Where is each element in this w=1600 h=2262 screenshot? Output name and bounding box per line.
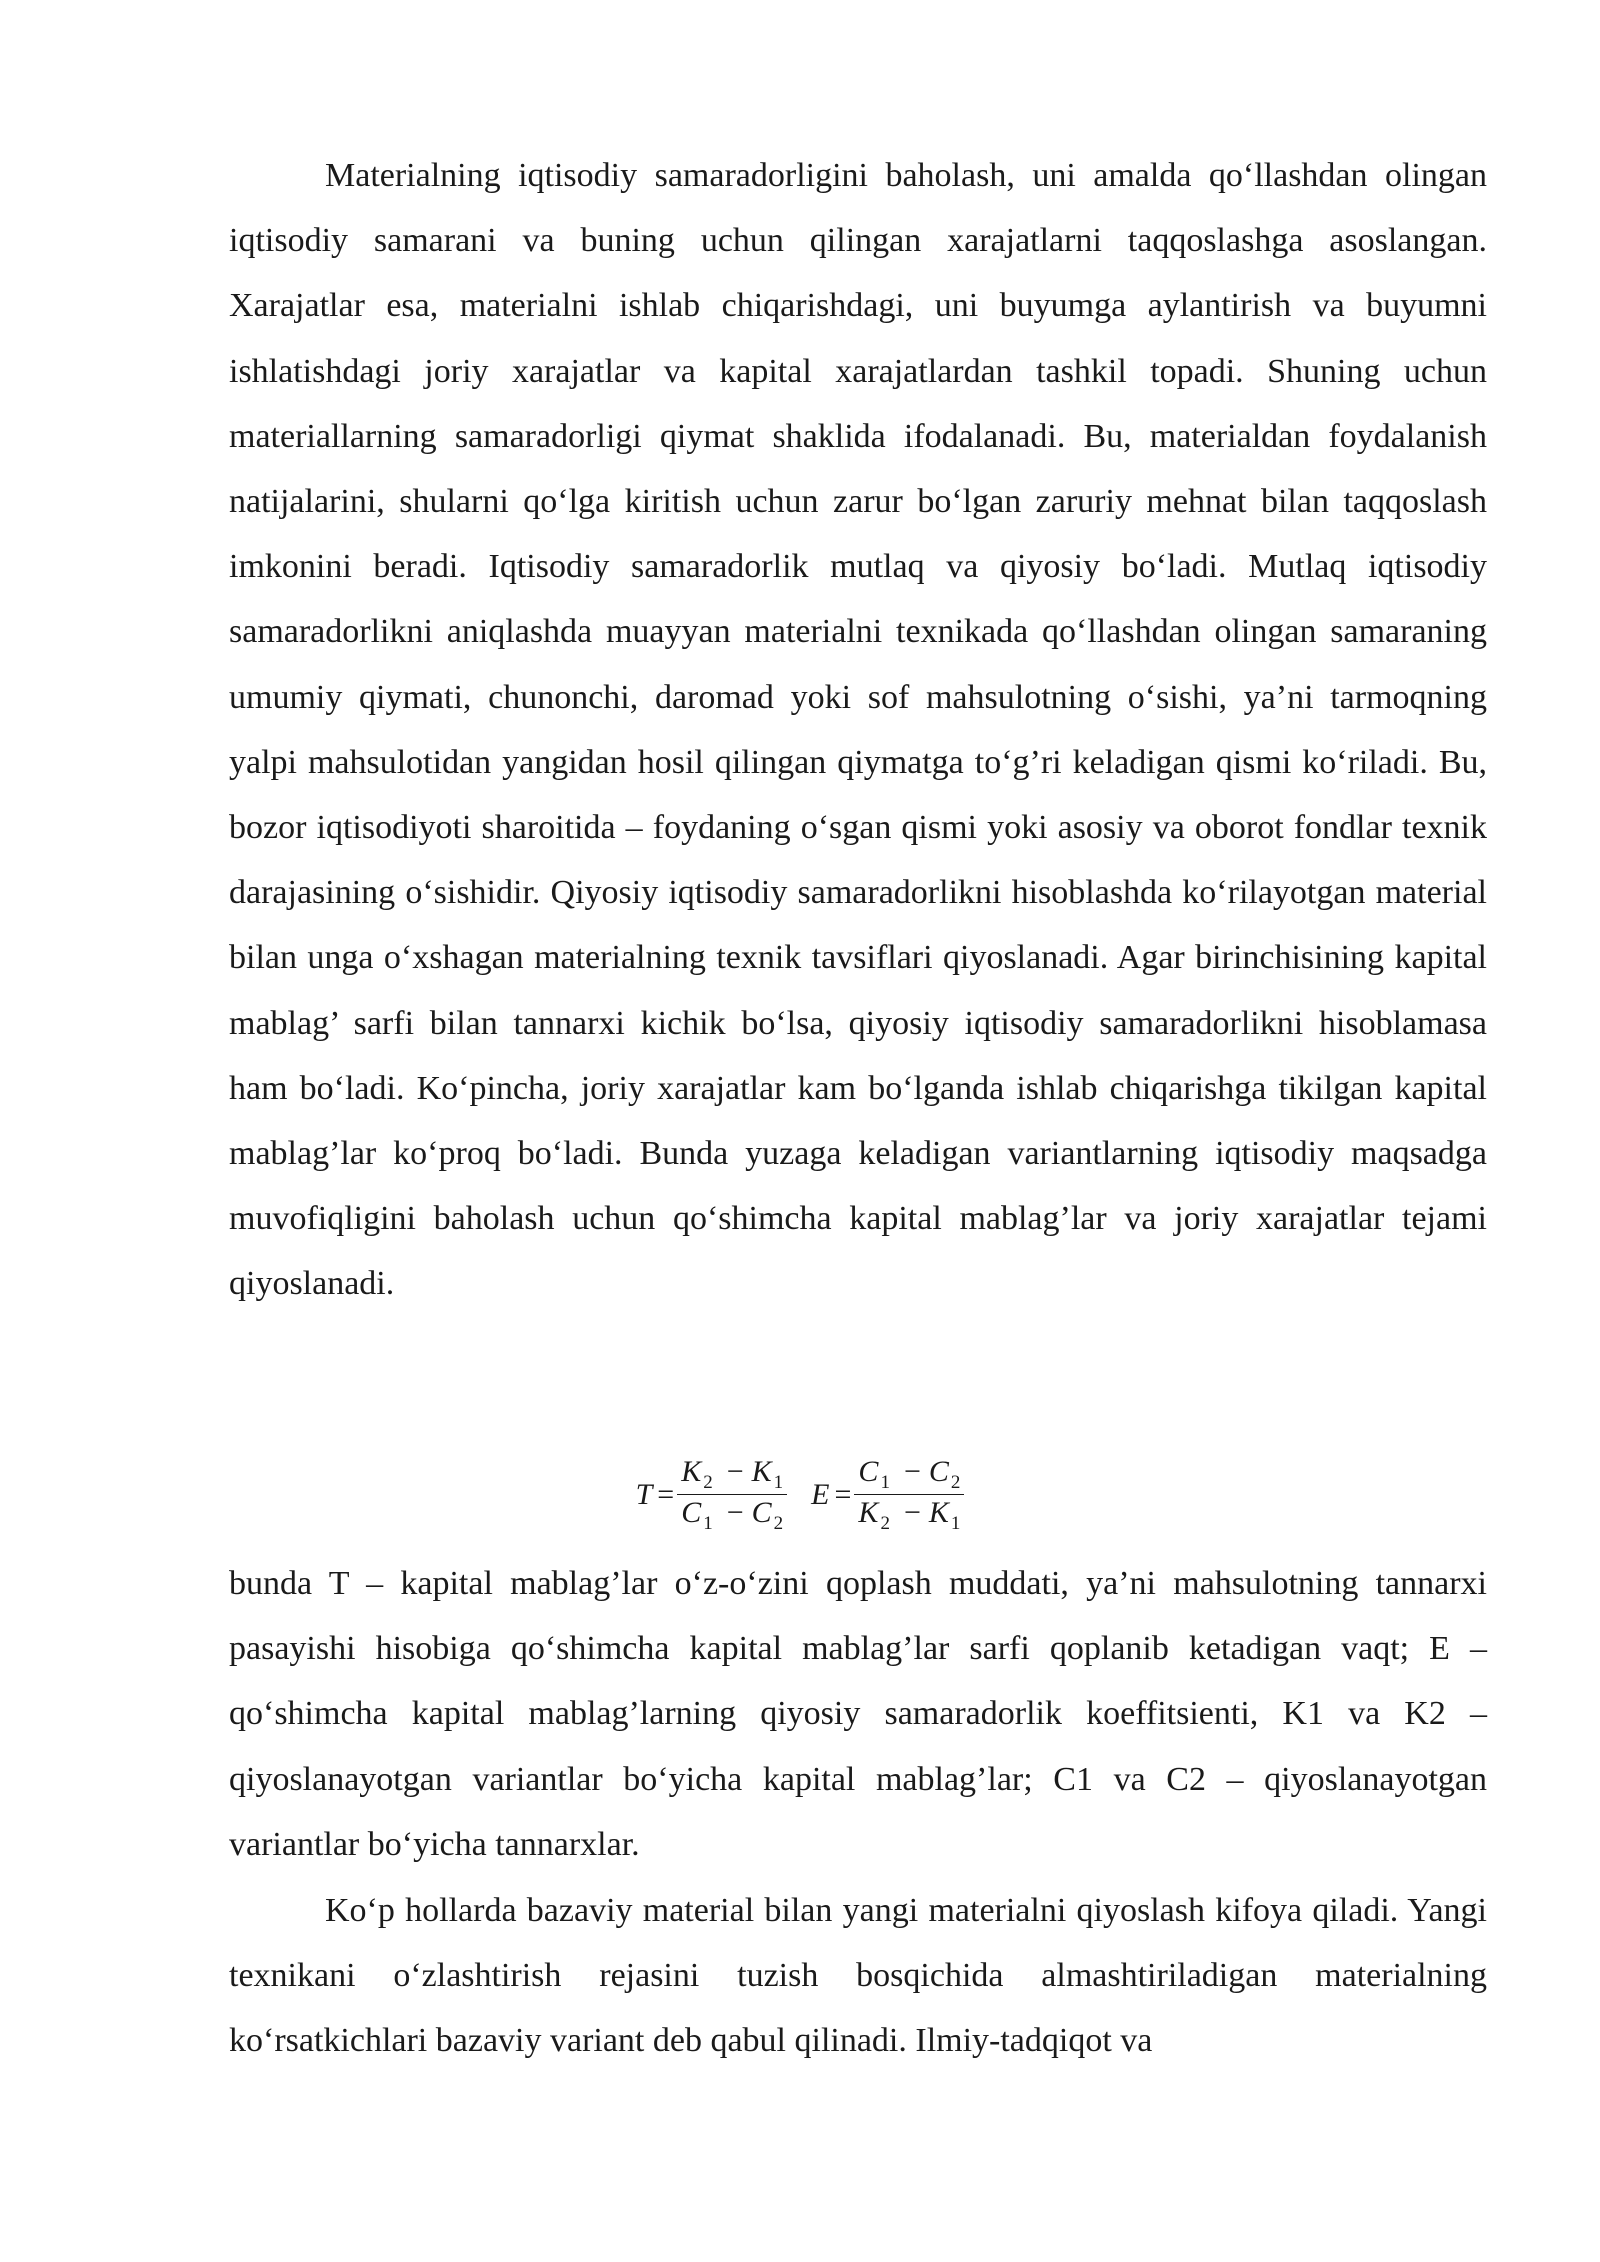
var: C bbox=[928, 1455, 949, 1488]
var: K bbox=[681, 1455, 702, 1488]
minus-sign: − bbox=[726, 1496, 744, 1529]
paragraph-definitions: bunda T – kapital mablag’lar o‘z-o‘zini qoplash muddati, ya’ni mahsulotning tannarxi pasayishi hisobiga qo‘shimcha kapital mablag’lar sarfi qoplanib ketadigan vaqt; E – qo‘shimcha kapital mablag’larning qiyosiy samaradorlik koeffitsienti, K1 va K2 – qiyoslanayotgan variantlar bo‘yicha kapital mablag’lar; C1 va C2 – qiyoslanayotgan variantlar bo‘yicha tannarxlar. bbox=[229, 1565, 1487, 1863]
paragraph-comparison: Ko‘p hollarda bazaviy material bilan yangi materialni qiyoslash kifoya qiladi. Yangi texnikani o‘zlashtirish rejasini tuzish bosqichida almashtiriladigan materialning ko‘rsatkichlari bazaviy variant deb qabul qilinadi. Ilmiy-tadqiqot va bbox=[229, 1892, 1487, 2060]
subscript: 2 bbox=[773, 1513, 784, 1534]
formula-lhs-T: T bbox=[635, 1477, 653, 1511]
subscript: 1 bbox=[773, 1472, 784, 1493]
minus-sign: − bbox=[903, 1455, 921, 1488]
formula-block bbox=[0, 1454, 1600, 1535]
fraction bbox=[677, 1454, 787, 1535]
minus-sign: − bbox=[726, 1455, 744, 1488]
formula-efficiency-coefficient bbox=[811, 1454, 964, 1535]
subscript: 1 bbox=[703, 1513, 713, 1534]
subscript: 2 bbox=[703, 1472, 713, 1493]
minus-sign: − bbox=[903, 1496, 921, 1529]
var: K bbox=[928, 1496, 949, 1529]
equals-sign: = bbox=[834, 1477, 852, 1511]
var: C bbox=[751, 1496, 772, 1529]
fraction-numerator bbox=[854, 1454, 964, 1495]
formula-lhs-E: E bbox=[811, 1477, 830, 1511]
formula-payback-period bbox=[636, 1454, 788, 1535]
var: C bbox=[858, 1455, 879, 1488]
var: C bbox=[681, 1496, 702, 1529]
fraction-numerator bbox=[677, 1454, 787, 1495]
var: K bbox=[751, 1455, 772, 1488]
subscript: 2 bbox=[880, 1513, 890, 1534]
paragraph-intro: Materialning iqtisodiy samaradorligini baholash, uni amalda qo‘llashdan olingan iqtisodiy samarani va buning uchun qilingan xarajatlarni taqqoslashga asoslangan. Xarajatlar esa, materialni ishlab chiqarishdagi, uni buyumga aylantirish va buyumni ishlatishdagi joriy xarajatlar va kapital xarajatlardan tashkil topadi. Shuning uchun materiallarning samaradorligi qiymat shaklida ifodalanadi. Bu, materialdan foydalanish natijalarini, shularni qo‘lga kiritish uchun zarur bo‘lgan zaruriy mehnat bilan taqqoslash imkonini beradi. Iqtisodiy samaradorlik mutlaq va qiyosiy bo‘ladi. Mutlaq iqtisodiy samaradorlikni aniqlashda muayyan materialni texnikada qo‘llashdan olingan samaraning umumiy qiymati, chunonchi, daromad yoki sof mahsulotning o‘sishi, ya’ni tarmoqning yalpi mahsulotidan yangidan hosil qilingan qiymatga to‘g’ri keladigan qismi ko‘riladi. Bu, bozor iqtisodiyoti sharoitida – foydaning o‘sgan qismi yoki asosiy va oborot fondlar texnik darajasining o‘sishidir. Qiyosiy iqtisodiy samaradorlikni hisoblashda ko‘rilayotgan material bilan unga o‘xshagan materialning texnik tavsiflari qiyoslanadi. Agar birinchisining kapital mablag’ sarfi bilan tannarxi kichik bo‘lsa, qiyosiy iqtisodiy samaradorlikni hisoblamasa ham bo‘ladi. Ko‘pincha, joriy xarajatlar kam bo‘lganda ishlab chiqarishga tikilgan kapital mablag’lar ko‘proq bo‘ladi. Bunda yuzaga keladigan variantlarning iqtisodiy maqsadga muvofiqligini baholash uchun qo‘shimcha kapital mablag’lar va joriy xarajatlar tejami qiyoslanadi. bbox=[229, 157, 1487, 1303]
subscript: 2 bbox=[950, 1472, 961, 1493]
fraction-denominator bbox=[854, 1495, 964, 1535]
subscript: 1 bbox=[950, 1513, 961, 1534]
fraction-denominator bbox=[677, 1495, 787, 1535]
var: K bbox=[858, 1496, 879, 1529]
fraction bbox=[854, 1454, 964, 1535]
equals-sign: = bbox=[657, 1477, 675, 1511]
subscript: 1 bbox=[880, 1472, 890, 1493]
